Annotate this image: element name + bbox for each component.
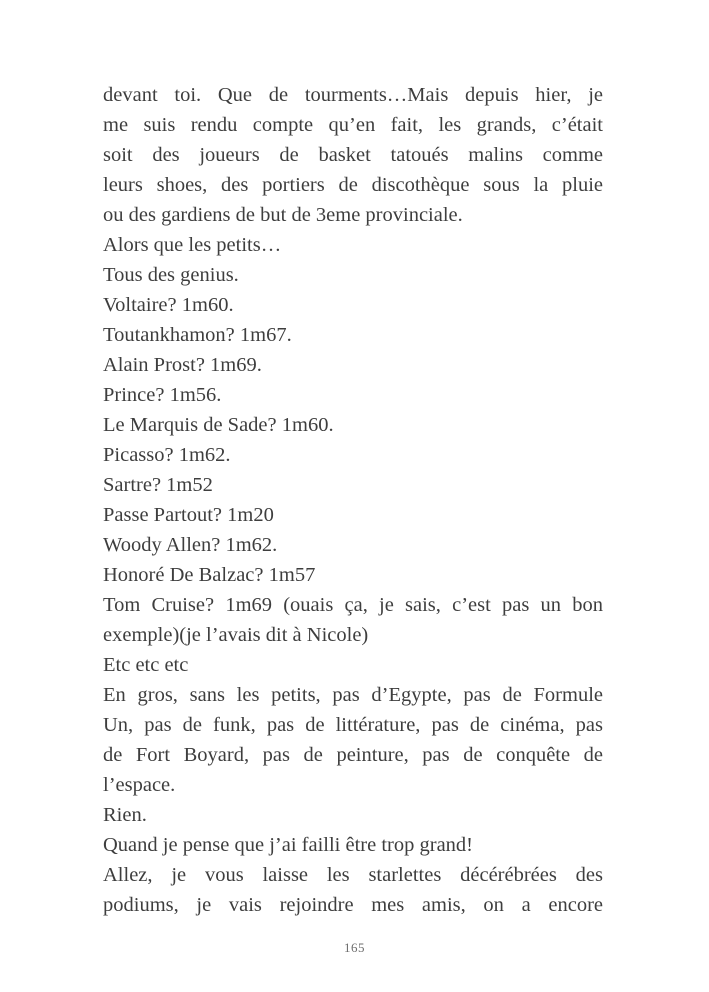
text-line: ou des gardiens de but de 3eme provinciale. (103, 204, 463, 226)
text-line: Passe Partout? 1m20 (103, 504, 274, 526)
text-line: Alors que les petits… (103, 234, 282, 256)
text-line: leurs shoes, des portiers de discothèque sous la pluie (103, 174, 603, 196)
text-line: Etc etc etc (103, 654, 189, 676)
text-line: Le Marquis de Sade? 1m60. (103, 414, 334, 436)
text-line: Tom Cruise? 1m69 (ouais ça, je sais, c’est pas un bon (103, 594, 603, 616)
text-line: Toutankhamon? 1m67. (103, 324, 292, 346)
text-line: soit des joueurs de basket tatoués malins comme (103, 144, 603, 166)
page-number: 165 (344, 940, 365, 955)
text-line: Rien. (103, 804, 147, 826)
text-line: Prince? 1m56. (103, 384, 222, 406)
text-line: Allez, je vous laisse les starlettes décérébrées des (103, 864, 603, 886)
text-line: exemple)(je l’avais dit à Nicole) (103, 624, 369, 646)
text-line: Woody Allen? 1m62. (103, 534, 278, 556)
text-line: En gros, sans les petits, pas d’Egypte, pas de Formule (103, 684, 603, 706)
text-line: Picasso? 1m62. (103, 444, 231, 466)
text-line: Honoré De Balzac? 1m57 (103, 564, 316, 586)
text-line: Tous des genius. (103, 264, 239, 286)
text-line: Un, pas de funk, pas de littérature, pas de cinéma, pas (103, 714, 603, 736)
text-line: Sartre? 1m52 (103, 474, 213, 496)
text-line: podiums, je vais rejoindre mes amis, on a encore (103, 894, 603, 916)
text-line: me suis rendu compte qu’en fait, les grands, c’était (103, 114, 603, 136)
text-line: Alain Prost? 1m69. (103, 354, 262, 376)
body-text (103, 80, 603, 920)
text-line: devant toi. Que de tourments…Mais depuis hier, je (103, 84, 603, 106)
text-line: Voltaire? 1m60. (103, 294, 234, 316)
text-line: Quand je pense que j’ai failli être trop grand! (103, 834, 473, 856)
text-line: l’espace. (103, 774, 176, 796)
text-line: de Fort Boyard, pas de peinture, pas de conquête de (103, 744, 603, 766)
